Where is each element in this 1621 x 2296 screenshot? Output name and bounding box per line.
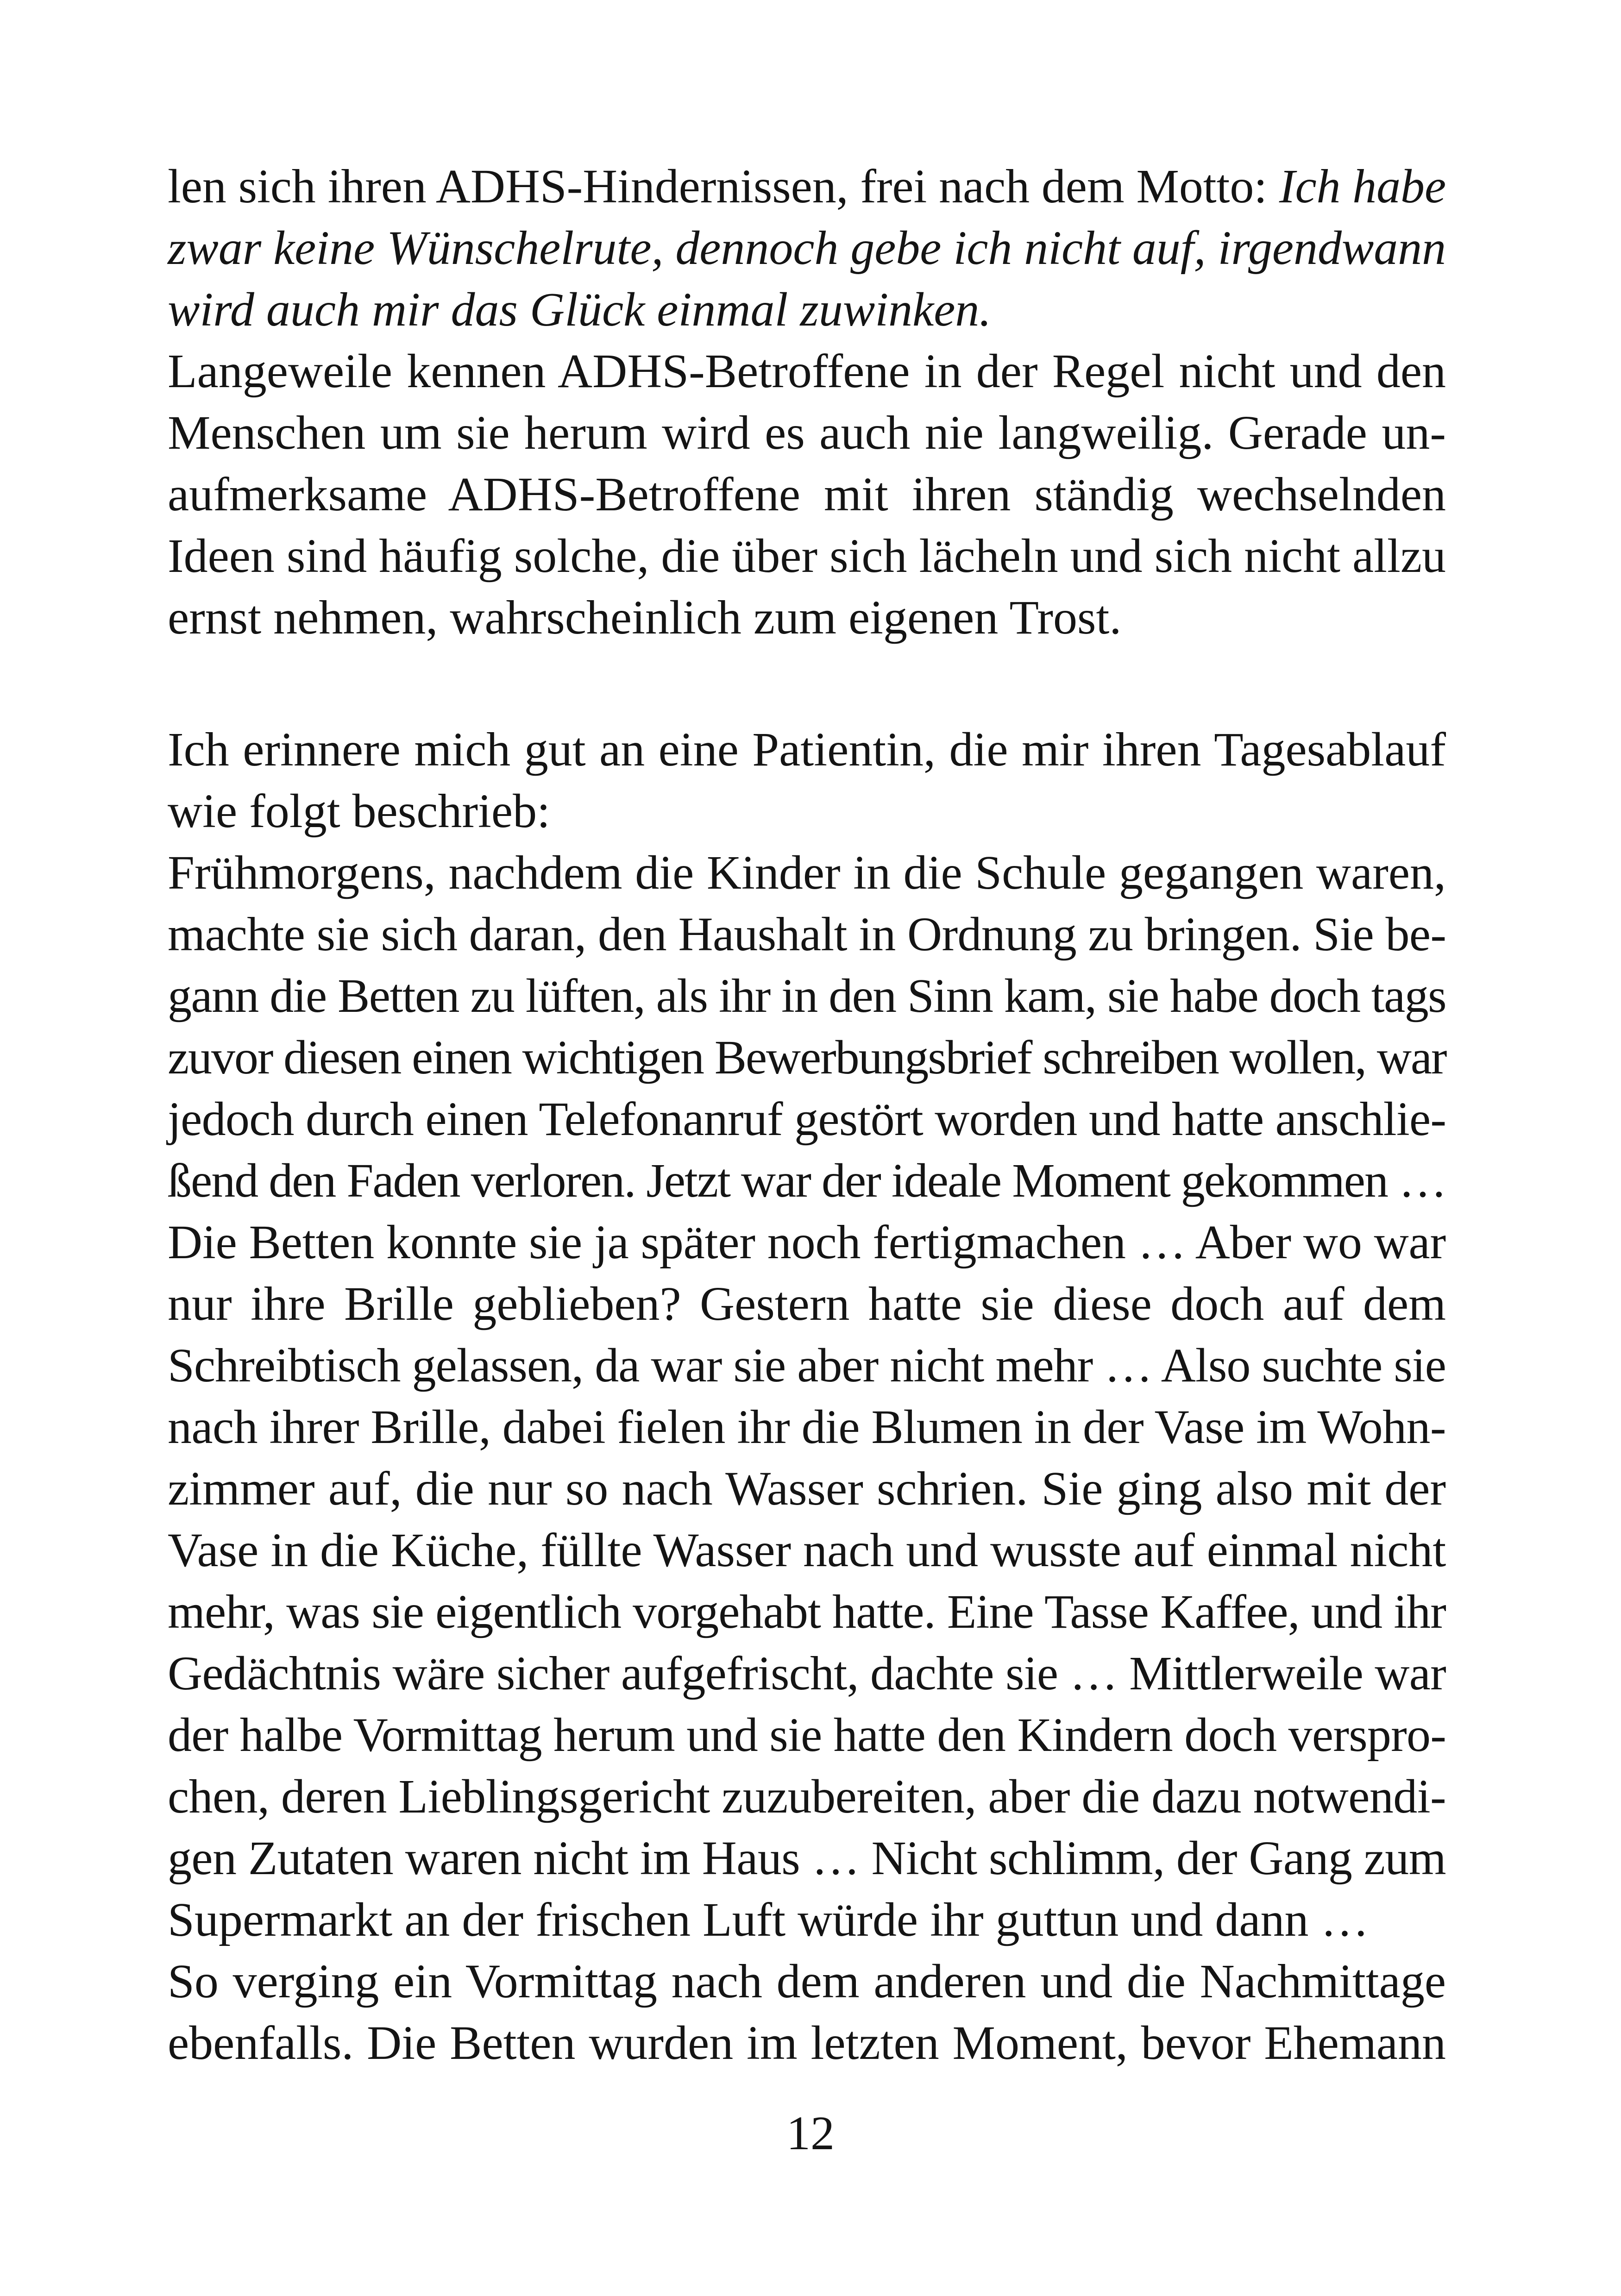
text-line: Frühmorgens, nachdem die Kinder in die Schule gegangen waren, bbox=[168, 846, 1446, 899]
text-line: Supermarkt an der frischen Luft würde ihr guttun und dann … bbox=[168, 1893, 1369, 1946]
text-block-main bbox=[168, 719, 1446, 2074]
text-line: chen, deren Lieblingsgericht zuzubereiten, aber die dazu notwendi- bbox=[168, 1770, 1446, 1823]
text-line: Ich erinnere mich gut an eine Patientin, die mir ihren Tagesablauf bbox=[168, 723, 1446, 776]
page-number: 12 bbox=[786, 2107, 835, 2160]
text-line: zwar keine Wünschelrute, dennoch gebe ich nicht auf, irgendwann bbox=[168, 221, 1446, 275]
text-line: Die Betten konnte sie ja später noch fertigmachen … Aber wo war bbox=[168, 1216, 1446, 1269]
text-line: So verging ein Vormittag nach dem anderen und die Nachmittage bbox=[168, 1955, 1446, 2008]
text-line: ebenfalls. Die Betten wurden im letzten Moment, bevor Ehemann bbox=[168, 2016, 1446, 2070]
text-line: gen Zutaten waren nicht im Haus … Nicht schlimm, der Gang zum bbox=[168, 1832, 1446, 1885]
text-line: gann die Betten zu lüften, als ihr in den Sinn kam, sie habe doch tags bbox=[168, 969, 1446, 1023]
text-line: Vase in die Küche, füllte Wasser nach und wusste auf einmal nicht bbox=[168, 1524, 1446, 1577]
text-block-top bbox=[168, 156, 1446, 648]
text-line: wird auch mir das Glück einmal zuwinken. bbox=[168, 283, 992, 336]
text-line: ernst nehmen, wahrscheinlich zum eigenen Trost. bbox=[168, 591, 1122, 644]
text-line: zimmer auf, die nur so nach Wasser schrien. Sie ging also mit der bbox=[168, 1462, 1446, 1515]
text-line: machte sie sich daran, den Haushalt in Ordnung zu bringen. Sie be- bbox=[168, 908, 1446, 961]
text-line: wie folgt beschrieb: bbox=[168, 784, 550, 838]
text-line: nach ihrer Brille, dabei fielen ihr die Blumen in der Vase im Wohn- bbox=[168, 1400, 1446, 1454]
text-line-roman: len sich ihren ADHS-Hindernissen, frei nach dem Motto: bbox=[168, 160, 1279, 213]
text-line: Gedächtnis wäre sicher aufgefrischt, dachte sie … Mittlerweile war bbox=[168, 1647, 1446, 1700]
text-line: mehr, was sie eigentlich vorgehabt hatte. Eine Tasse Kaffee, und ihr bbox=[168, 1585, 1446, 1638]
text-line: zuvor diesen einen wichtigen Bewerbungsbrief schreiben wollen, war bbox=[168, 1031, 1446, 1084]
text-line: Menschen um sie herum wird es auch nie langweilig. Gerade un- bbox=[168, 406, 1446, 459]
text-line: Ideen sind häufig solche, die über sich lächeln und sich nicht allzu bbox=[168, 529, 1446, 583]
text-line: jedoch durch einen Telefonanruf gestört worden und hatte anschlie- bbox=[168, 1092, 1446, 1146]
text-line: aufmerksame ADHS-Betroffene mit ihren ständig wechselnden bbox=[168, 468, 1446, 521]
text-line bbox=[168, 156, 1446, 217]
text-line: Schreibtisch gelassen, da war sie aber nicht mehr … Also suchte sie bbox=[168, 1339, 1446, 1392]
text-line: nur ihre Brille geblieben? Gestern hatte sie diese doch auf dem bbox=[168, 1277, 1446, 1330]
text-line: Langeweile kennen ADHS-Betroffene in der Regel nicht und den bbox=[168, 345, 1446, 398]
text-line: der halbe Vormittag herum und sie hatte den Kindern doch verspro- bbox=[168, 1708, 1446, 1762]
text-line-italic: Ich habe bbox=[1279, 160, 1446, 213]
text-line: ßend den Faden verloren. Jetzt war der ideale Moment gekommen … bbox=[168, 1154, 1446, 1207]
